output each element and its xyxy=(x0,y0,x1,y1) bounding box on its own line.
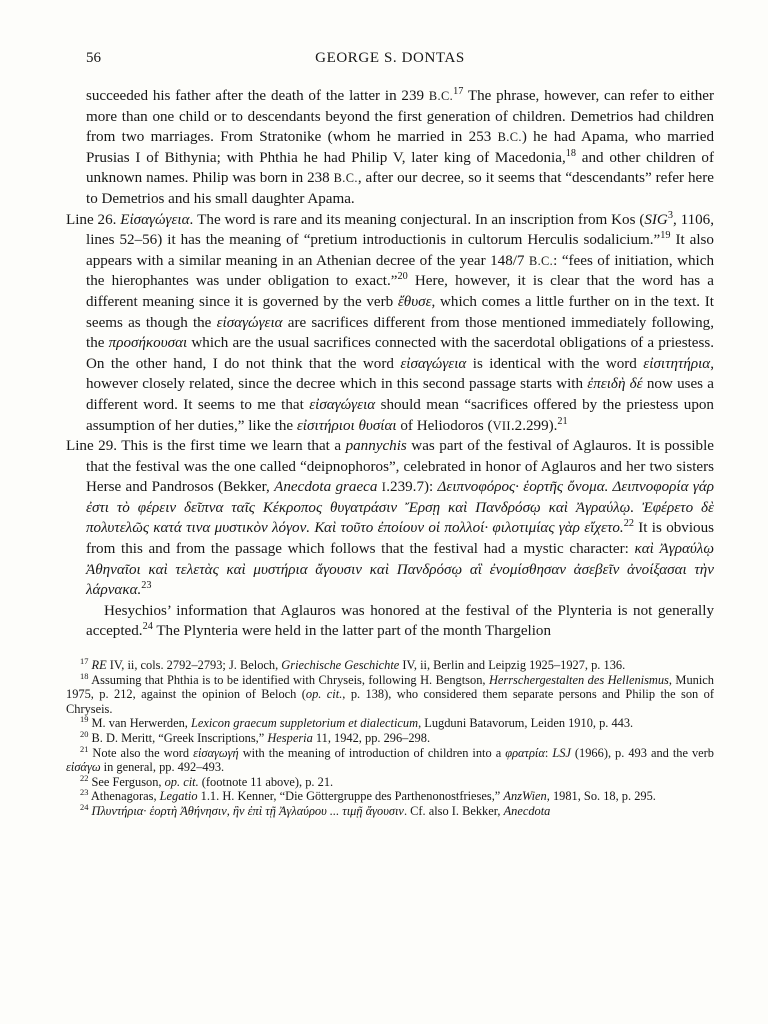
text-run: εἰσαγώγεια xyxy=(216,314,283,331)
page-number: 56 xyxy=(86,50,101,66)
text-run: was part of the festival of Aglauros. It is possible that the festival was the one called “deipnophoros”, celebrated in honor of Aglauros and her two sisters Herse and Pandrosos (Bekker, xyxy=(86,438,714,496)
text-run: , Lugduni Batavorum, Leiden 1910, p. 443. xyxy=(418,716,634,731)
text-run: in general, pp. 492–493. xyxy=(100,760,225,775)
footnote-18 xyxy=(66,670,714,717)
text-run: B. D. Meritt, “Greek Inscriptions,” xyxy=(88,731,268,745)
text-run: Πλυντήρια· ἑορτὴ Ἀθήνησιν, ἣν ἐπὶ τῇ Ἀγλαύρου ... τιμῇ ἄγουσιν xyxy=(91,803,404,818)
text-run: which are the usual sacrifices connected with the sacerdotal obligations of a priestess. On the other hand, I do not think that the word xyxy=(86,335,715,372)
footnote-19 xyxy=(66,716,714,731)
text-run: Εἰσαγώγεια xyxy=(120,211,190,228)
text-run: are sacrifices different from those mentioned immediately following, the xyxy=(86,314,714,352)
text-run: with the meaning of introduction of children into a xyxy=(238,745,506,760)
footnote-21 xyxy=(66,743,715,775)
text-run: IV, ii, cols. 2792–2793; J. Beloch, xyxy=(106,658,282,673)
footnote-marker: 23 xyxy=(141,580,152,592)
text-run: B.C. xyxy=(428,89,454,103)
text-run: See Ferguson, xyxy=(88,774,165,789)
text-run: Athenagoras, xyxy=(88,789,160,804)
text-run: Herrschergestalten des Hellenismus xyxy=(488,672,669,687)
footnote-marker: 24 xyxy=(142,621,153,633)
page-header xyxy=(66,50,714,70)
running-head: GEORGE S. DONTAS xyxy=(315,50,465,66)
text-run: Lexicon graecum suppletorium et dialecticum xyxy=(190,716,419,731)
footnote-marker: 18 xyxy=(565,147,576,159)
text-run: , which comes a little further on in the text. It seems as though the xyxy=(86,293,714,331)
text-run: εἰσαγώγεια xyxy=(400,355,467,372)
text-run: .2.299). xyxy=(510,417,558,434)
text-run: M. van Herwerden, xyxy=(88,716,191,731)
text-run: : xyxy=(544,745,553,760)
footnote-24 xyxy=(66,801,714,819)
text-run: Δειπνοφόρος· ἑορτῆς ὄνομα. Δειπνοφορία γάρ ἐστι τὸ φέρειν δεῖπνα ταῖς Κέκροπος θυγατράσιν Ἔρσῃ καὶ Πανδρόσῳ καὶ Ἀγραύλῳ. Ἐφέρετο δὲ πολυτελῶς κατά τινα μυστικὸν λόγον. Καὶ τοῦτο ἐποίουν οἱ πολλοί· φιλοτιμίας γὰρ εἴχετο. xyxy=(86,479,714,537)
text-run: B.C. xyxy=(333,171,358,186)
footnote-marker: 20 xyxy=(80,728,89,739)
footnote-marker: 17 xyxy=(453,85,464,97)
text-run: AnzWien, xyxy=(503,789,550,804)
footnote-marker: 3 xyxy=(667,209,673,221)
footnote-marker: 19 xyxy=(660,230,671,242)
footnote-marker: 21 xyxy=(80,743,89,754)
text-run: Griechische Geschichte xyxy=(281,658,400,673)
text-run: , after our decree, so it seems that “descendants” refer here to Demetrios and his small daughter Apama. xyxy=(86,170,714,207)
text-run: It is obvious from this and from the passage which follows that the festival had a mystic character: xyxy=(86,520,714,558)
footnote-marker: 18 xyxy=(80,670,89,681)
text-run: εἰσαγώγεια xyxy=(309,396,376,413)
text-run: καὶ Ἀγραύλῳ Ἀθηναῖοι καὶ τελετὰς καὶ μυστήρια ἄγουσιν καὶ Πανδρόσῳ αἳ ἐνομίσθησαν ἀσεβεῖν ἀνοίξασαι τὴν λάρνακα. xyxy=(86,541,714,599)
text-run: is identical with the word xyxy=(466,355,644,372)
text-run: pannychis xyxy=(345,438,407,455)
text-run: VII xyxy=(492,418,511,433)
footnote-marker: 17 xyxy=(80,655,89,666)
footnote-marker: 24 xyxy=(80,801,89,812)
text-run: (footnote 11 above), p. 21. xyxy=(198,774,334,789)
text-run: εἰσιτήριοι θυσίαι xyxy=(296,417,397,434)
paragraph-continuation xyxy=(66,86,714,210)
paragraph-line-29 xyxy=(66,436,714,601)
text-run: LSJ xyxy=(552,745,571,760)
text-run: , however closely related, since the decree which in this second passage starts with xyxy=(86,355,714,393)
text-run: and other children of unknown names. Philip was born in 238 xyxy=(86,149,714,187)
footnote-23 xyxy=(66,789,714,804)
text-run: προσήκουσαι xyxy=(108,335,188,352)
text-run: RE xyxy=(91,658,107,673)
text-run: B.C. xyxy=(497,130,522,145)
text-run: Note also the word xyxy=(88,745,194,760)
text-run: Assuming that Phthia is to be identified with Chryseis, following H. Bengtson, xyxy=(88,672,489,687)
text-run: of Heliodoros ( xyxy=(396,417,493,434)
footnote-22 xyxy=(66,772,714,790)
footnote-marker: 20 xyxy=(397,271,408,283)
text-run: The Plynteria were held in the latter part of the month Thargelion xyxy=(152,623,552,640)
text-run: : “fees of initiation, which the hierophantes was under obligation to exact.” xyxy=(86,252,714,290)
text-run: op. cit. xyxy=(305,687,343,702)
footnote-marker: 19 xyxy=(80,714,89,725)
paragraph-line-26 xyxy=(66,210,714,437)
text-run: IV, ii, Berlin and Leipzig 1925–1927, p. 136. xyxy=(399,658,626,673)
text-run: B.C. xyxy=(528,253,554,268)
text-run: .239.7): xyxy=(386,479,438,496)
text-run: succeeded his father after the death of the latter in 239 xyxy=(86,88,429,104)
body-text xyxy=(66,86,714,642)
footnote-17 xyxy=(66,655,714,673)
text-run: , 1106, lines 52–56) it has the meaning of “pretium introductionis in cultorum Herculis sodalicium.” xyxy=(86,211,714,249)
footnote-20 xyxy=(66,728,714,746)
text-run: . Cf. also I. Bekker, xyxy=(403,803,504,818)
text-run: The phrase, however, can refer to either more than one child or to descendants beyond the first generation of children. Demetrios had children from two marriages. From Stratonike (whom he married in 253 xyxy=(86,88,715,146)
text-run: (1966), p. 493 and the verb xyxy=(570,745,715,760)
text-run: 11, 1942, pp. 296–298. xyxy=(312,731,431,745)
text-run: Anecdota graeca xyxy=(274,479,378,496)
text-run: , p. 138), who considered them separate persons and Philip the son of Chryseis. xyxy=(66,687,714,716)
footnotes xyxy=(66,655,715,819)
text-run: Line 26. xyxy=(66,211,121,228)
text-run: Anecdota xyxy=(503,803,551,818)
footnote-marker: 23 xyxy=(80,787,89,798)
footnote-marker: 22 xyxy=(623,518,634,530)
text-run: Line 29. This is the first time we learn that a xyxy=(66,438,346,455)
text-run: ἔθυσε xyxy=(397,293,432,310)
text-run: Legatio xyxy=(159,789,198,804)
text-run: Hesychios’ information that Aglauros was honored at the festival of the Plynteria is not generally accepted. xyxy=(86,602,714,640)
footnote-marker: 21 xyxy=(557,415,568,427)
text-run: εἰσάγω xyxy=(66,760,101,775)
text-run: εἰσιτητήρια xyxy=(643,355,711,372)
text-run: Here, however, it is clear that the word has a different meaning since it is governed by the verb xyxy=(86,273,714,310)
text-run: ἐπειδὴ δέ xyxy=(587,376,643,393)
text-run: should mean “sacrifices offered by the priestess upon assumption of her duties,” like the xyxy=(86,396,714,434)
text-run: , Munich 1975, p. 212, against the opinion of Beloch ( xyxy=(66,672,714,702)
text-run: It also appears with a similar meaning in an Athenian decree of the year 148/7 xyxy=(86,232,714,269)
text-run: op. cit. xyxy=(164,774,199,789)
footnote-marker: 22 xyxy=(80,772,89,783)
text-run: Hesperia xyxy=(267,731,313,745)
text-run: εἰσαγωγή xyxy=(193,745,239,760)
text-run: now uses a different word. It seems to me that xyxy=(86,376,714,413)
text-run: I xyxy=(381,480,387,495)
text-run: 1.1. H. Kenner, “Die Göttergruppe des Parthenonostfrieses,” xyxy=(197,789,504,804)
text-run: . The word is rare and its meaning conjectural. In an inscription from Kos ( xyxy=(189,211,645,228)
text-run: φρατρία xyxy=(505,745,545,760)
text-run: 1981, So. 18, p. 295. xyxy=(549,789,656,804)
text-run: ) he had Apama, who married Prusias I of Bithynia; with Phthia he had Philip V, later king of Macedonia, xyxy=(86,129,715,166)
text-run: SIG xyxy=(644,211,668,228)
paragraph-hesychios xyxy=(66,601,714,642)
